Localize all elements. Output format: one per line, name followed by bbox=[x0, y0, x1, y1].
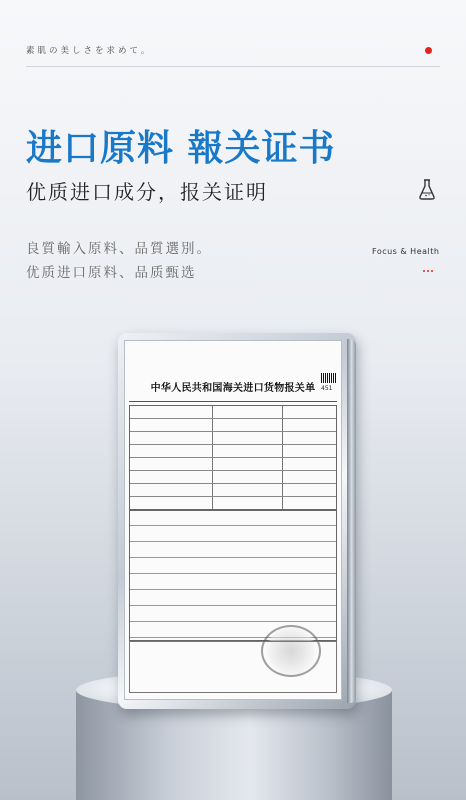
flask-icon bbox=[417, 178, 437, 200]
declaration-fields-grid bbox=[129, 405, 337, 511]
top-tagline: 素肌の美しさを求めて。 bbox=[26, 46, 153, 56]
signature-area bbox=[129, 641, 337, 693]
accent-dots bbox=[423, 270, 435, 273]
customs-declaration-document bbox=[124, 340, 342, 700]
document-title: 中华人民共和国海关进口货物报关单 bbox=[150, 383, 316, 394]
frame-edge bbox=[347, 339, 356, 703]
brand-dot bbox=[425, 47, 432, 54]
description-line-1: 良質輸入原料、品質選別。 bbox=[26, 241, 212, 257]
page-subtitle: 优质进口成分，报关证明 bbox=[26, 180, 268, 204]
page-title: 进口原料 報关证书 bbox=[26, 128, 336, 169]
document-header-rule bbox=[129, 401, 337, 402]
barcode bbox=[321, 373, 337, 383]
description-line-2: 优质进口原料、品质甄选 bbox=[26, 265, 197, 281]
document-number: 451 bbox=[321, 385, 333, 392]
focus-health-label: Focus & Health bbox=[372, 247, 440, 256]
header-divider bbox=[26, 66, 440, 67]
goods-table bbox=[129, 509, 337, 641]
